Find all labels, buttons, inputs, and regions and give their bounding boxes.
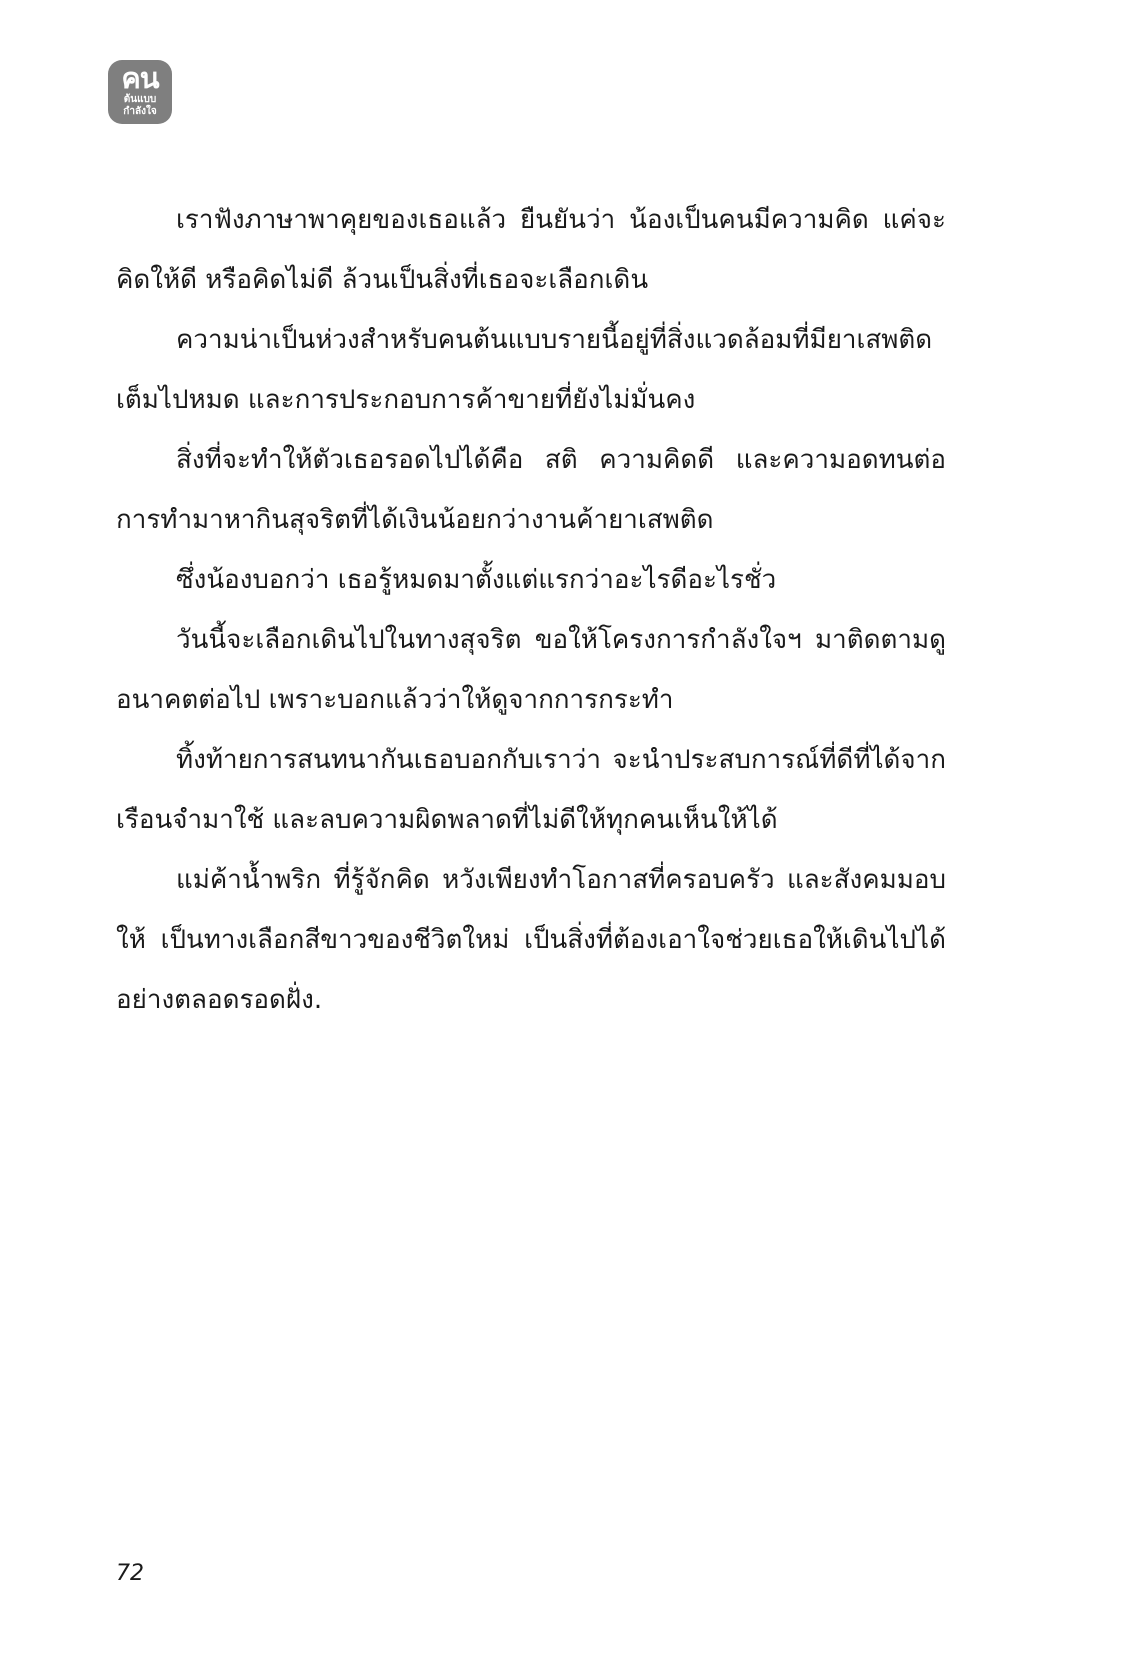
body-text <box>116 190 946 1030</box>
paragraph-4: ซึ่งน้องบอกว่า เธอรู้หมดมาตั้งแต่แรกว่าอะไรดีอะไรชั่ว <box>176 565 777 595</box>
logo <box>108 60 172 124</box>
paragraph-5: วันนี้จะเลือกเดินไปในทางสุจริต ขอให้โครงการกำลังใจฯ มาติดตามดูอนาคตต่อไป เพราะบอกแล้วว่าให้ดูจากการกระทำ <box>116 625 946 715</box>
logo-sub-text-1: ต้นแบบ <box>123 94 157 105</box>
page-number: 72 <box>116 1561 144 1586</box>
logo-main-text: คน <box>121 61 159 95</box>
paragraph-6: ทิ้งท้ายการสนทนากันเธอบอกกับเราว่า จะนำประสบการณ์ที่ดีที่ได้จากเรือนจำมาใช้ และลบความผิดพลาดที่ไม่ดีให้ทุกคนเห็นให้ได้ <box>116 745 946 835</box>
paragraph-7: แม่ค้าน้ำพริก ที่รู้จักคิด หวังเพียงทำโอกาสที่ครอบครัว และสังคมมอบให้ เป็นทางเลือกสีขาวของชีวิตใหม่ เป็นสิ่งที่ต้องเอาใจช่วยเธอให้เดินไปได้อย่างตลอดรอดฝั่ง. <box>116 865 946 1015</box>
logo-sub-text-2: กำลังใจ <box>123 106 157 117</box>
paragraph-2: ความน่าเป็นห่วงสำหรับคนต้นแบบรายนี้อยู่ที่สิ่งแวดล้อมที่มียาเสพติดเต็มไปหมด และการประกอบการค้าขายที่ยังไม่มั่นคง <box>116 325 933 415</box>
paragraph-1: เราฟังภาษาพาคุยของเธอแล้ว ยืนยันว่า น้องเป็นคนมีความคิด แค่จะคิดให้ดี หรือคิดไม่ดี ล้วนเป็นสิ่งที่เธอจะเลือกเดิน <box>116 205 946 295</box>
paragraph-3: สิ่งที่จะทำให้ตัวเธอรอดไปได้คือ สติ ความคิดดี และความอดทนต่อการทำมาหากินสุจริตที่ได้เงินน้อยกว่างานค้ายาเสพติด <box>116 445 946 535</box>
